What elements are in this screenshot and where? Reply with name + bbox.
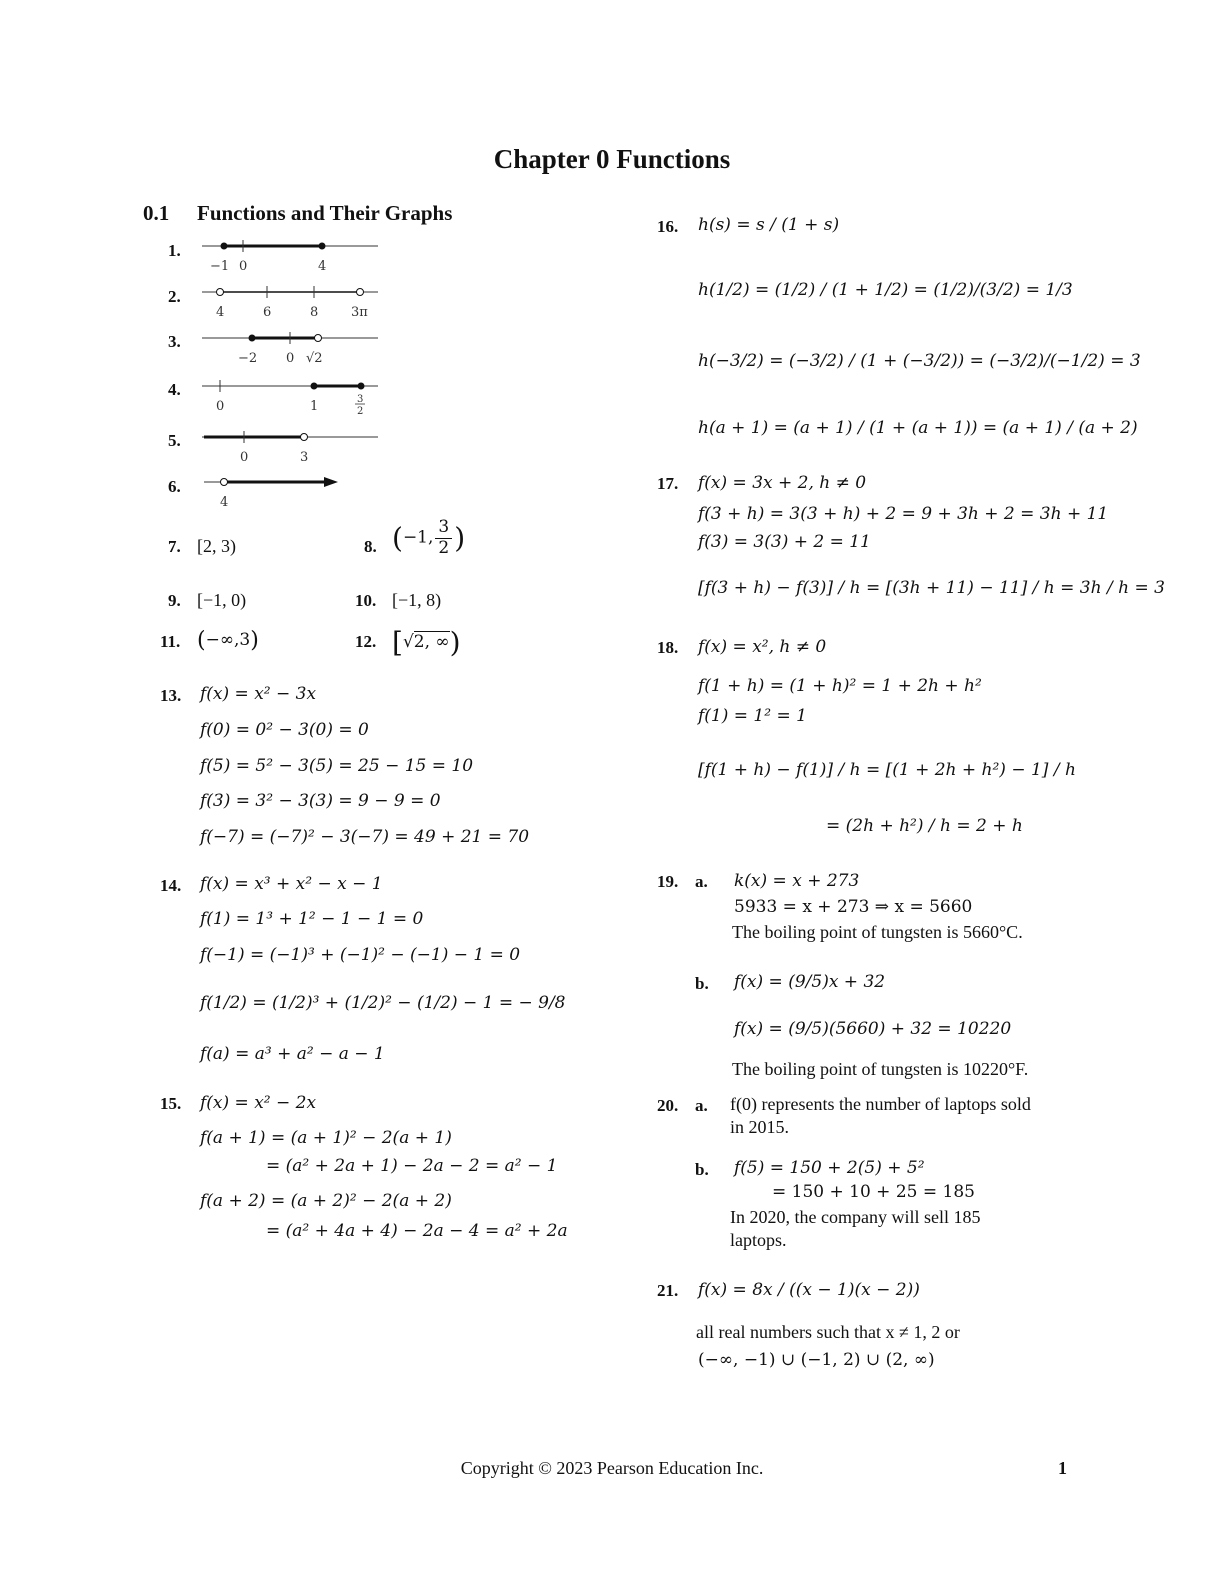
math-line: f(−1) = (−1)³ + (−1)² − (−1) − 1 = 0	[200, 945, 521, 965]
part-label: a.	[695, 872, 708, 891]
problem-number: 17.	[657, 474, 679, 493]
part-label: b.	[695, 974, 709, 993]
answer-interval: [2, 3)	[197, 536, 236, 556]
math-line: h(s) = s / (1 + s)	[698, 215, 840, 235]
math-line: f(5) = 5² − 3(5) = 25 − 15 = 10	[200, 756, 474, 776]
tick-label: 4	[216, 305, 225, 320]
tick-label: √2	[306, 351, 323, 366]
problem-number: 9.	[168, 591, 181, 610]
tick-label: 1	[310, 399, 319, 414]
answer-text: The boiling point of tungsten is 10220°F.	[732, 1059, 1029, 1079]
part-label: b.	[695, 1160, 709, 1179]
problem-number: 12.	[355, 632, 377, 651]
math-line: f(x) = 8x / ((x − 1)(x − 2))	[698, 1280, 920, 1300]
problem-number: 19.	[657, 872, 679, 891]
math-line: f(1/2) = (1/2)³ + (1/2)² − (1/2) − 1 = − 9/8	[200, 993, 566, 1013]
problem-number: 7.	[168, 537, 181, 556]
math-line: f(0) = 0² − 3(0) = 0	[200, 720, 369, 740]
math-line: f(x) = x³ + x² − x − 1	[200, 874, 383, 894]
answer-text: all real numbers such that x ≠ 1, 2 or	[696, 1322, 960, 1342]
answer-text: In 2020, the company will sell 185	[730, 1207, 981, 1227]
number-line-5	[200, 423, 380, 467]
problem-number: 20.	[657, 1096, 679, 1115]
answer-interval: [−1, 8)	[392, 590, 442, 610]
math-line: f(1) = 1³ + 1² − 1 − 1 = 0	[200, 909, 424, 929]
tick-label: 4	[318, 259, 327, 274]
math-line: h(a + 1) = (a + 1) / (1 + (a + 1)) = (a + 1) / (a + 2)	[698, 418, 1138, 438]
answer-text: The boiling point of tungsten is 5660°C.	[732, 922, 1023, 942]
tick-label: 8	[310, 305, 319, 320]
math-line: f(5) = 150 + 2(5) + 5²	[734, 1158, 925, 1178]
number-line-2	[200, 278, 380, 322]
number-line-4	[200, 372, 380, 420]
math-line: (−∞, −1) ∪ (−1, 2) ∪ (2, ∞)	[698, 1350, 935, 1370]
section-number: 0.1	[143, 201, 170, 225]
problem-number: 4.	[168, 380, 181, 399]
tick-label: −1	[210, 259, 230, 274]
number-line-1	[200, 232, 380, 276]
math-line: f(−7) = (−7)² − 3(−7) = 49 + 21 = 70	[200, 827, 530, 847]
math-line: f(a) = a³ + a² − a − 1	[200, 1044, 385, 1064]
math-line: f(x) = 3x + 2, h ≠ 0	[698, 473, 867, 493]
page-number: 1	[1058, 1458, 1067, 1478]
tick-label: 0	[216, 399, 225, 414]
math-line: = (a² + 2a + 1) − 2a − 2 = a² − 1	[266, 1156, 558, 1176]
tick-label: 3	[300, 450, 309, 465]
math-line: f(3) = 3(3) + 2 = 11	[698, 532, 871, 552]
math-line: = 150 + 10 + 25 = 185	[772, 1182, 975, 1202]
answer-text: in 2015.	[730, 1117, 790, 1137]
math-line: k(x) = x + 273	[734, 871, 860, 891]
tick-label: 2	[357, 406, 364, 417]
math-line: [f(3 + h) − f(3)] / h = [(3h + 11) − 11] / h = 3h / h = 3	[698, 578, 1165, 598]
tick-label: 3π	[351, 305, 368, 320]
math-line: [f(1 + h) − f(1)] / h = [(1 + 2h + h²) − 1] / h	[698, 760, 1076, 780]
number-line-3	[200, 324, 380, 368]
math-line: f(x) = x², h ≠ 0	[698, 637, 827, 657]
copyright-footer: Copyright © 2023 Pearson Education Inc.	[460, 1458, 764, 1478]
tick-label: −2	[238, 351, 258, 366]
math-line: f(x) = (9/5)(5660) + 32 = 10220	[734, 1019, 1012, 1039]
math-line: f(a + 1) = (a + 1)² − 2(a + 1)	[200, 1128, 452, 1148]
problem-number: 3.	[168, 332, 181, 351]
answer-interval: [−1, 0)	[197, 590, 247, 610]
math-line: = (a² + 4a + 4) − 2a − 4 = a² + 2a	[266, 1221, 568, 1241]
math-line: f(x) = (9/5)x + 32	[734, 972, 886, 992]
math-line: f(x) = x² − 2x	[200, 1093, 317, 1113]
math-line: f(a + 2) = (a + 2)² − 2(a + 2)	[200, 1191, 452, 1211]
problem-number: 16.	[657, 217, 679, 236]
problem-number: 18.	[657, 638, 679, 657]
math-line: f(x) = x² − 3x	[200, 684, 317, 704]
tick-label: 3	[357, 394, 364, 405]
answer-interval: [√2, ∞)	[392, 626, 461, 659]
answer-interval: (−1, $\frac{3}{2}$ )	[392, 517, 466, 558]
math-line: h(−3/2) = (−3/2) / (1 + (−3/2)) = (−3/2)/(−1/2) = 3	[698, 351, 1141, 371]
number-line-6	[200, 468, 380, 512]
problem-number: 21.	[657, 1281, 679, 1300]
tick-label: 0	[240, 450, 249, 465]
answer-interval: (−∞,3)	[197, 628, 259, 653]
answer-text: f(0) represents the number of laptops sold	[730, 1094, 1031, 1114]
tick-label: 0	[239, 259, 248, 274]
tick-label: 6	[263, 305, 272, 320]
tick-label: 0	[286, 351, 295, 366]
problem-number: 14.	[160, 876, 182, 895]
problem-number: 13.	[160, 686, 182, 705]
chapter-title: Chapter 0 Functions	[493, 144, 731, 174]
math-line: 5933 = x + 273 ⇒ x = 5660	[734, 897, 973, 917]
math-line: f(1) = 1² = 1	[698, 706, 807, 726]
math-line: f(1 + h) = (1 + h)² = 1 + 2h + h²	[698, 676, 982, 696]
section-title: Functions and Their Graphs	[197, 201, 453, 225]
math-line: f(3 + h) = 3(3 + h) + 2 = 9 + 3h + 2 = 3h + 11	[698, 504, 1109, 524]
answer-text: laptops.	[730, 1230, 787, 1250]
problem-number: 6.	[168, 477, 181, 496]
problem-number: 15.	[160, 1094, 182, 1113]
problem-number: 11.	[160, 632, 181, 651]
math-line: = (2h + h²) / h = 2 + h	[826, 816, 1023, 836]
tick-label: 4	[220, 495, 229, 510]
problem-number: 8.	[364, 537, 377, 556]
problem-number: 5.	[168, 431, 181, 450]
problem-number: 1.	[168, 241, 181, 260]
problem-number: 10.	[355, 591, 377, 610]
problem-number: 2.	[168, 287, 181, 306]
part-label: a.	[695, 1096, 708, 1115]
math-line: h(1/2) = (1/2) / (1 + 1/2) = (1/2)/(3/2) = 1/3	[698, 280, 1073, 300]
math-line: f(3) = 3² − 3(3) = 9 − 9 = 0	[200, 791, 441, 811]
